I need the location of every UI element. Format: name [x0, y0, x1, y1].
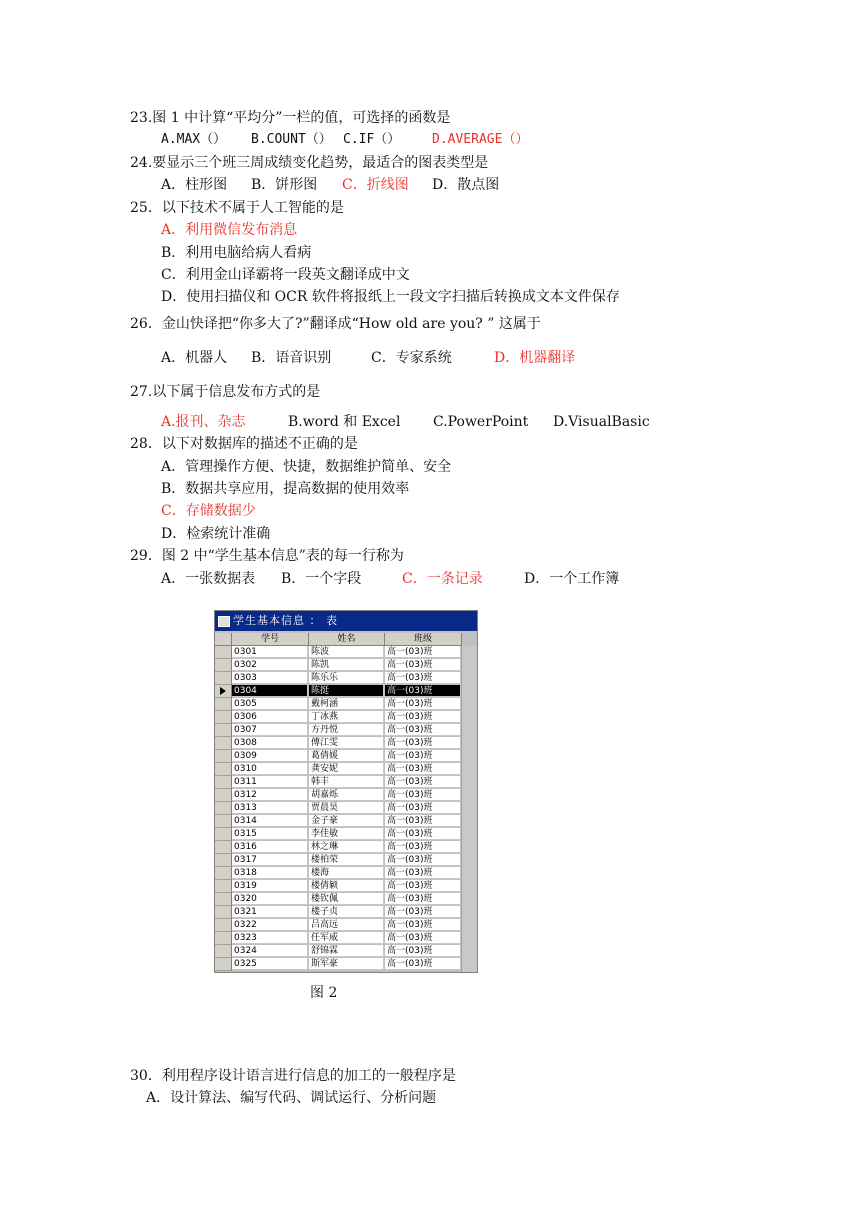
table-row[interactable]: [215, 646, 461, 659]
cell-class[interactable]: 高一(03)班: [385, 724, 461, 736]
row-selector[interactable]: [215, 841, 232, 854]
q27-option-a-answer: A.报刊、杂志: [161, 414, 246, 430]
cell-student-name[interactable]: 丁冰燕: [309, 711, 384, 723]
cell-student-id[interactable]: 0317: [232, 854, 308, 866]
table-header-row: [215, 633, 477, 645]
cell-class[interactable]: 高一(03)班: [385, 737, 461, 749]
row-selector[interactable]: [215, 945, 232, 958]
cell-class[interactable]: 高一(03)班: [385, 659, 461, 671]
row-selector[interactable]: [215, 880, 232, 893]
row-selector[interactable]: [215, 711, 232, 724]
cell-student-name[interactable]: 楼柏荣: [309, 854, 384, 866]
cell-class[interactable]: 高一(03)班: [385, 698, 461, 710]
table-row[interactable]: [215, 659, 461, 672]
table-row[interactable]: [215, 711, 461, 724]
cell-class[interactable]: 高一(03)班: [385, 750, 461, 762]
row-selector[interactable]: [215, 789, 232, 802]
cell-class[interactable]: 高一(03)班: [385, 828, 461, 840]
cell-student-id[interactable]: 0323: [232, 932, 308, 944]
row-selector[interactable]: [215, 906, 232, 919]
row-selector[interactable]: [215, 932, 232, 945]
cell-student-name[interactable]: 陈波: [309, 646, 384, 658]
cell-class[interactable]: 高一(03)班: [385, 958, 461, 970]
cell-class[interactable]: 高一(03)班: [385, 646, 461, 658]
table-row[interactable]: [215, 724, 461, 737]
row-selector-header: [215, 633, 232, 646]
column-header-id: 学号: [232, 633, 309, 646]
cell-class[interactable]: 高一(03)班: [385, 841, 461, 853]
q30-option-a: A．设计算法、编写代码、调试运行、分析问题: [146, 1090, 437, 1106]
q23-option-a: A.MAX（）: [161, 132, 227, 147]
question-29-stem: 29．图 2 中“学生基本信息”表的每一行称为: [130, 548, 404, 564]
row-selector[interactable]: [215, 828, 232, 841]
cell-student-name[interactable]: 方丹悦: [309, 724, 384, 736]
cell-student-id[interactable]: 0316: [232, 841, 308, 853]
cell-student-name[interactable]: 贾晨昊: [309, 802, 384, 814]
cell-student-id[interactable]: 0310: [232, 763, 308, 775]
q26-option-c: C．专家系统: [371, 350, 452, 366]
row-selector[interactable]: [215, 698, 232, 711]
cell-student-id[interactable]: 0301: [232, 646, 308, 658]
cell-class[interactable]: 高一(03)班: [385, 672, 461, 684]
table-row[interactable]: [215, 919, 461, 932]
cell-class[interactable]: 高一(03)班: [385, 776, 461, 788]
cell-student-id[interactable]: 0321: [232, 906, 308, 918]
cell-student-name[interactable]: 楼子贞: [309, 906, 384, 918]
q29-option-a: A．一张数据表: [161, 571, 256, 587]
row-selector[interactable]: [215, 854, 232, 867]
table-row[interactable]: [215, 893, 461, 906]
q28-option-a: A．管理操作方便、快捷，数据维护简单、安全: [161, 459, 452, 475]
table-row[interactable]: [215, 867, 461, 880]
q29-option-b: B．一个字段: [281, 571, 362, 587]
row-selector[interactable]: [215, 659, 232, 672]
cell-student-name[interactable]: 韩丰: [309, 776, 384, 788]
cell-student-name[interactable]: 斯军豪: [309, 958, 384, 970]
row-selector[interactable]: [215, 763, 232, 776]
q26-option-b: B．语音识别: [251, 350, 332, 366]
q23-option-d-answer: D.AVERAGE（）: [432, 132, 529, 147]
table-row[interactable]: [215, 789, 461, 802]
row-selector[interactable]: [215, 776, 232, 789]
q27-option-c: C.PowerPoint: [433, 414, 529, 430]
vertical-scrollbar[interactable]: [461, 646, 477, 972]
table-row[interactable]: [215, 841, 461, 854]
cell-student-name[interactable]: 胡嘉烁: [309, 789, 384, 801]
table-row[interactable]: [215, 906, 461, 919]
table-row[interactable]: [215, 776, 461, 789]
question-25-stem: 25．以下技术不属于人工智能的是: [130, 200, 344, 216]
cell-class[interactable]: 高一(03)班: [385, 789, 461, 801]
cell-student-name[interactable]: 戴柯涵: [309, 698, 384, 710]
q28-option-c-answer: C．存储数据少: [161, 503, 256, 519]
question-23-stem: 23.图 1 中计算“平均分”一栏的值，可选择的函数是: [130, 110, 451, 126]
row-selector[interactable]: [215, 919, 232, 932]
cell-student-id[interactable]: 0318: [232, 867, 308, 879]
cell-student-name[interactable]: 葛倩媛: [309, 750, 384, 762]
cell-student-id[interactable]: 0324: [232, 945, 308, 957]
question-30-stem: 30．利用程序设计语言进行信息的加工的一般程序是: [130, 1068, 456, 1084]
table-row[interactable]: [215, 750, 461, 763]
table-row[interactable]: [215, 672, 461, 685]
table-row[interactable]: [215, 698, 461, 711]
table-row[interactable]: [215, 880, 461, 893]
cell-student-name[interactable]: 傅江雯: [309, 737, 384, 749]
cell-class[interactable]: 高一(03)班: [385, 906, 461, 918]
question-26-stem: 26．金山快译把“你多大了?”翻译成“How old are you? ” 这属于: [130, 316, 541, 332]
cell-student-id[interactable]: 0309: [232, 750, 308, 762]
cell-class[interactable]: 高一(03)班: [385, 867, 461, 879]
cell-student-id[interactable]: 0307: [232, 724, 308, 736]
q26-option-d-answer: D．机器翻译: [494, 350, 576, 366]
row-selector[interactable]: [215, 672, 232, 685]
question-28-stem: 28．以下对数据库的描述不正确的是: [130, 436, 358, 452]
table-row[interactable]: [215, 763, 461, 776]
cell-student-id[interactable]: 0315: [232, 828, 308, 840]
row-selector[interactable]: [215, 750, 232, 763]
q27-option-d: D.VisualBasic: [553, 414, 650, 430]
column-header-class: 班级: [385, 633, 462, 646]
cell-student-name[interactable]: 林之琳: [309, 841, 384, 853]
cell-student-name[interactable]: 楼钦佩: [309, 893, 384, 905]
table-row[interactable]: [215, 945, 461, 958]
student-info-table-window: [214, 610, 478, 973]
q25-option-a-answer: A．利用微信发布消息: [161, 222, 298, 238]
column-header-name: 姓名: [309, 633, 385, 646]
q25-option-c: C．利用金山译霸将一段英文翻译成中文: [161, 267, 410, 283]
cell-student-id[interactable]: 0304: [232, 685, 308, 697]
row-selector[interactable]: [215, 802, 232, 815]
table-row[interactable]: [215, 815, 461, 828]
q24-option-c-answer: C．折线图: [342, 177, 409, 193]
row-selector[interactable]: [215, 646, 232, 659]
cell-class[interactable]: 高一(03)班: [385, 945, 461, 957]
table-title: 学生基本信息 ： 表: [233, 614, 338, 627]
cell-student-name[interactable]: 龚安妮: [309, 763, 384, 775]
q24-option-a: A．柱形图: [161, 177, 228, 193]
cell-class[interactable]: 高一(03)班: [385, 711, 461, 723]
row-selector[interactable]: [215, 893, 232, 906]
cell-student-name[interactable]: 李佳敏: [309, 828, 384, 840]
q29-option-c-answer: C．一条记录: [402, 571, 483, 587]
table-title-bar: [215, 611, 477, 631]
cell-student-id[interactable]: 0319: [232, 880, 308, 892]
q28-option-d: D．检索统计准确: [161, 526, 271, 542]
figure-2-caption: 图 2: [310, 985, 338, 1001]
cell-student-name[interactable]: 陈凯: [309, 659, 384, 671]
cell-student-id[interactable]: 0320: [232, 893, 308, 905]
row-selector[interactable]: [215, 867, 232, 880]
row-selector[interactable]: [215, 958, 232, 971]
question-24-stem: 24.要显示三个班三周成绩变化趋势，最适合的图表类型是: [130, 155, 489, 171]
row-selector[interactable]: [215, 815, 232, 828]
cell-student-id[interactable]: 0311: [232, 776, 308, 788]
cell-student-id[interactable]: 0313: [232, 802, 308, 814]
cell-student-name[interactable]: 陈挺: [309, 685, 384, 697]
question-27-stem: 27.以下属于信息发布方式的是: [130, 384, 321, 400]
q26-option-a: A．机器人: [161, 350, 228, 366]
cell-student-id[interactable]: 0302: [232, 659, 308, 671]
cell-class[interactable]: 高一(03)班: [385, 802, 461, 814]
cell-student-id[interactable]: 0306: [232, 711, 308, 723]
cell-class[interactable]: 高一(03)班: [385, 919, 461, 931]
q27-option-b: B.word 和 Excel: [288, 414, 401, 430]
cell-student-id[interactable]: 0308: [232, 737, 308, 749]
cell-class[interactable]: 高一(03)班: [385, 815, 461, 827]
cell-student-name[interactable]: 楼海: [309, 867, 384, 879]
cell-student-name[interactable]: 金子豪: [309, 815, 384, 827]
cell-student-name[interactable]: 吕高远: [309, 919, 384, 931]
q28-option-b: B．数据共享应用，提高数据的使用效率: [161, 481, 410, 497]
q24-option-b: B．饼形图: [251, 177, 318, 193]
table-icon: [218, 616, 230, 627]
current-record-indicator[interactable]: [215, 685, 232, 698]
cell-class[interactable]: 高一(03)班: [385, 854, 461, 866]
row-selector[interactable]: [215, 737, 232, 750]
cell-student-id[interactable]: 0325: [232, 958, 308, 970]
cell-class[interactable]: 高一(03)班: [385, 763, 461, 775]
q23-option-c: C.IF（）: [343, 132, 401, 147]
q23-option-b: B.COUNT（）: [251, 132, 332, 147]
table-row[interactable]: [215, 932, 461, 945]
cell-student-name[interactable]: 任军威: [309, 932, 384, 944]
cell-student-name[interactable]: 楼倩颖: [309, 880, 384, 892]
table-row[interactable]: [215, 737, 461, 750]
cell-class[interactable]: 高一(03)班: [385, 880, 461, 892]
cell-student-name[interactable]: 陈乐乐: [309, 672, 384, 684]
cell-student-id[interactable]: 0303: [232, 672, 308, 684]
cell-student-id[interactable]: 0322: [232, 919, 308, 931]
cell-class[interactable]: 高一(03)班: [385, 932, 461, 944]
table-row[interactable]: [215, 854, 461, 867]
cell-student-id[interactable]: 0305: [232, 698, 308, 710]
cell-class[interactable]: 高一(03)班: [385, 685, 461, 697]
cell-student-id[interactable]: 0312: [232, 789, 308, 801]
cell-class[interactable]: 高一(03)班: [385, 893, 461, 905]
q25-option-d: D．使用扫描仪和 OCR 软件将报纸上一段文字扫描后转换成文本文件保存: [161, 289, 620, 305]
table-row[interactable]: [215, 828, 461, 841]
table-row[interactable]: [215, 802, 461, 815]
q25-option-b: B．利用电脑给病人看病: [161, 245, 312, 261]
cell-student-name[interactable]: 舒锦霖: [309, 945, 384, 957]
row-selector[interactable]: [215, 724, 232, 737]
table-row[interactable]: [215, 685, 461, 698]
cell-student-id[interactable]: 0314: [232, 815, 308, 827]
table-row[interactable]: [215, 958, 461, 971]
q24-option-d: D．散点图: [432, 177, 500, 193]
q29-option-d: D．一个工作簿: [524, 571, 620, 587]
